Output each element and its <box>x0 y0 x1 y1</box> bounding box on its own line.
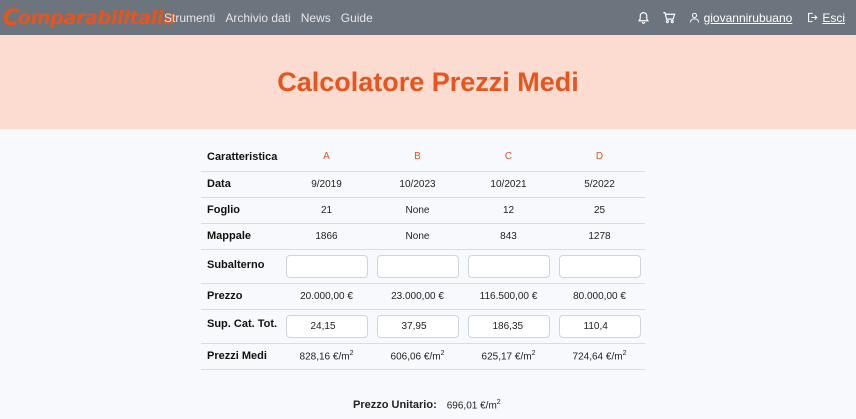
cell-foglio-c: 12 <box>463 197 554 223</box>
cell-prezzo-d: 80.000,00 € <box>554 283 645 309</box>
table-header-row <box>201 143 645 171</box>
row-label-data: Data <box>201 171 281 197</box>
row-label-prezzo: Prezzo <box>201 283 281 309</box>
logout-label: Esci <box>822 10 845 25</box>
superficie-input-a[interactable]: 24,15 <box>286 315 368 338</box>
nav-link-news[interactable]: News <box>300 10 331 25</box>
cell-foglio-d: 25 <box>554 197 645 223</box>
prezzo-unitario-amount: 696,01 €/m <box>446 400 497 412</box>
cell-prezzi-medi-b <box>372 343 463 369</box>
nav-right <box>635 0 845 35</box>
row-label-prezzi-medi: Prezzi Medi <box>201 343 281 369</box>
cell-prezzi-medi-d <box>554 343 645 369</box>
cell-data-c: 10/2021 <box>463 171 554 197</box>
row-label-superficie: Sup. Cat. Tot. <box>201 309 281 343</box>
user-name: giovannirubuano <box>703 10 793 25</box>
superficie-input-d[interactable]: 110,4 <box>559 315 641 338</box>
table-row-superficie <box>201 309 645 343</box>
cell-prezzi-medi-a <box>281 343 372 369</box>
prezzo-unitario-label: Prezzo Unitario: <box>353 399 437 412</box>
unit-exponent: 2 <box>440 349 445 357</box>
row-label-subalterno: Subalterno <box>201 249 281 283</box>
cell-prezzo-c: 116.500,00 € <box>463 283 554 309</box>
user-link[interactable] <box>689 11 793 25</box>
prezzo-unitario-exponent: 2 <box>496 399 501 406</box>
table-row-mappale <box>201 223 645 249</box>
table-row-foglio <box>201 197 645 223</box>
column-c: C <box>463 143 554 171</box>
column-a: A <box>281 143 372 171</box>
column-d: D <box>554 143 645 171</box>
cell-data-d: 5/2022 <box>554 171 645 197</box>
prezzi-medi-d-value: 724,64 €/m <box>572 351 623 363</box>
brand-initial: C <box>3 5 19 31</box>
cell-prezzo-b: 23.000,00 € <box>372 283 463 309</box>
cell-mappale-b: None <box>372 223 463 249</box>
subalterno-input-c[interactable] <box>468 255 550 278</box>
page-title: Calcolatore Prezzi Medi <box>277 66 579 97</box>
brand-name: omparabilitalia <box>17 7 176 29</box>
superficie-input-b[interactable]: 37,95 <box>377 315 459 338</box>
nav-link-strumenti[interactable]: Strumenti <box>164 10 216 25</box>
row-label-mappale: Mappale <box>201 223 281 249</box>
comparison-table <box>201 143 645 370</box>
cell-foglio-b: None <box>372 197 463 223</box>
hero-banner <box>0 35 856 129</box>
cell-mappale-d: 1278 <box>554 223 645 249</box>
column-b: B <box>372 143 463 171</box>
header-label: Caratteristica <box>201 143 281 171</box>
row-label-foglio: Foglio <box>201 197 281 223</box>
subalterno-input-a[interactable] <box>286 255 368 278</box>
prezzi-medi-b-value: 606,06 €/m <box>390 351 441 363</box>
unit-exponent: 2 <box>531 349 536 357</box>
brand-logo[interactable] <box>3 5 176 31</box>
unit-exponent: 2 <box>622 349 627 357</box>
nav-link-archivio-dati[interactable]: Archivio dati <box>225 10 291 25</box>
cell-data-a: 9/2019 <box>281 171 372 197</box>
cell-data-b: 10/2023 <box>372 171 463 197</box>
subalterno-input-d[interactable] <box>559 255 641 278</box>
prezzo-unitario-line <box>353 399 501 411</box>
table-row-prezzo <box>201 283 645 309</box>
nav-links <box>164 0 383 35</box>
table-row-data <box>201 171 645 197</box>
table-row-prezzi-medi <box>201 343 645 369</box>
subalterno-input-b[interactable] <box>377 255 459 278</box>
cell-foglio-a: 21 <box>281 197 372 223</box>
table-row-subalterno <box>201 249 645 283</box>
user-icon <box>689 12 700 23</box>
cell-mappale-a: 1866 <box>281 223 372 249</box>
prezzi-medi-c-value: 625,17 €/m <box>481 351 532 363</box>
cell-prezzo-a: 20.000,00 € <box>281 283 372 309</box>
logout-icon <box>806 12 818 23</box>
cart-icon[interactable] <box>660 9 678 27</box>
cell-mappale-c: 843 <box>463 223 554 249</box>
superficie-input-c[interactable]: 186,35 <box>468 315 550 338</box>
prezzo-unitario-value <box>447 399 501 411</box>
top-navbar <box>0 0 856 35</box>
prezzi-medi-a-value: 828,16 €/m <box>299 351 350 363</box>
bell-icon[interactable] <box>635 9 653 27</box>
unit-exponent: 2 <box>349 349 354 357</box>
nav-link-guide[interactable]: Guide <box>340 10 373 25</box>
cell-prezzi-medi-c <box>463 343 554 369</box>
logout-link[interactable] <box>806 11 845 25</box>
